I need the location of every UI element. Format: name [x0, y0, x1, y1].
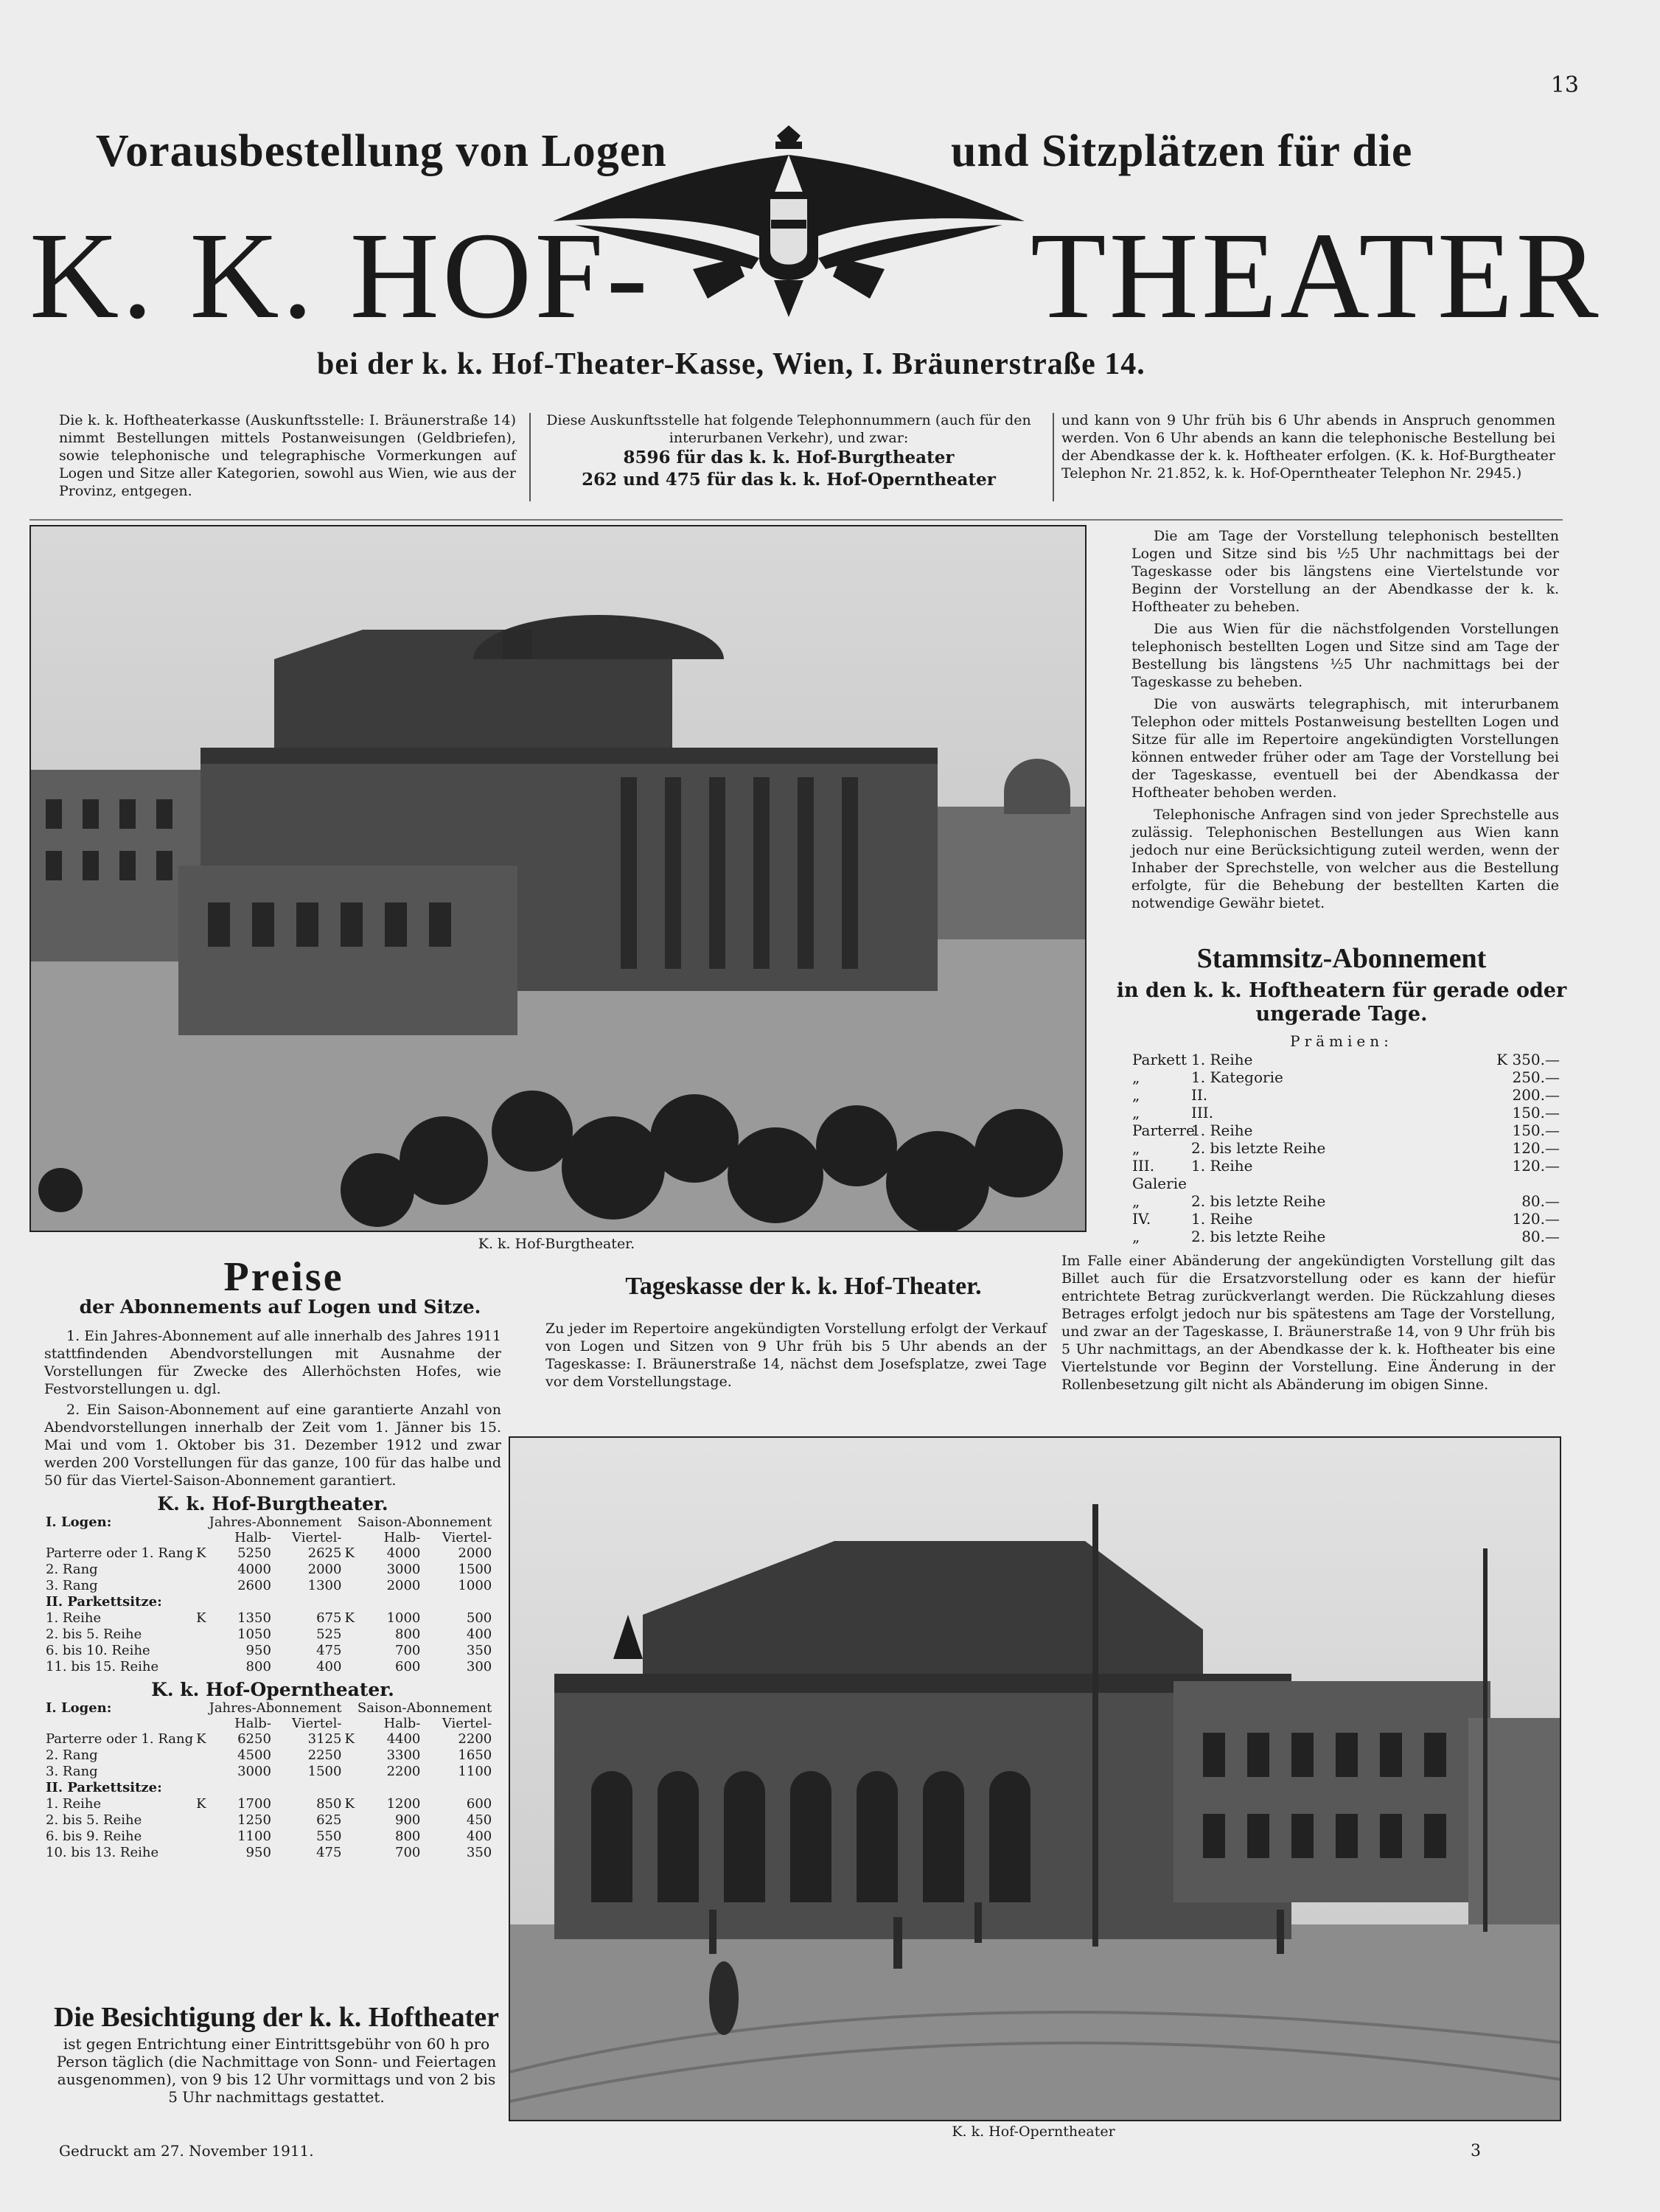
- praemien-price: 150.—: [1512, 1121, 1560, 1139]
- jahres-halb: 5250: [237, 1545, 271, 1561]
- saison-halb: 2000: [386, 1578, 421, 1593]
- praemien-label: Prämien:: [1290, 1032, 1393, 1050]
- right-para-1: Die am Tage der Vorstellung telephonisch bestellten Logen und Sitze sind bis ½5 Uhr nachmittags bei der Tageskasse oder bis längstens eine Viertelstunde vor Beginn der Vorstellung an der Abendkasse der k. k. Hoftheater zu beheben.: [1131, 528, 1559, 615]
- saison-halb: 700: [395, 1643, 421, 1658]
- currency: [343, 1643, 355, 1659]
- saison-halb: 1200: [386, 1796, 421, 1812]
- jahres-viertel: 550: [316, 1829, 342, 1844]
- saison-viertel: 500: [466, 1610, 492, 1626]
- saison-viertel: 350: [466, 1845, 492, 1860]
- table-row: [44, 1845, 493, 1861]
- praemien-price: 250.—: [1512, 1068, 1560, 1086]
- praemien-group: „: [1132, 1086, 1140, 1104]
- praemien-group: „: [1132, 1104, 1140, 1121]
- saison-viertel: 350: [466, 1643, 492, 1658]
- saison-halb: 4000: [386, 1545, 421, 1561]
- saison-halb: 4400: [386, 1731, 421, 1747]
- praemien-row: [1132, 1210, 1560, 1228]
- row-label: 6. bis 10. Reihe: [46, 1643, 150, 1658]
- header-big-right: THEATER: [1030, 207, 1602, 344]
- saison-viertel: 1100: [458, 1764, 492, 1779]
- table-row: [44, 1643, 493, 1659]
- logen-label: I. Logen:: [46, 1514, 112, 1530]
- abaenderung-note: Im Falle einer Abänderung der angekündigten Vorstellung gilt das Billet auch für die Ersatzvorstellung oder es kann der hiefür entrichtete Betrag zurückverlangt werden. Die Rückzahlung dieses Betrages erfolgt jedoch nur bis spätestens am Tage der Vorstellung, und zwar an der Tageskasse, I. Bräunerstraße 14, von 9 Uhr früh bis 5 Uhr nachmittags, an der Abendkasse der k. k. Hoftheater bis eine Viertelstunde vor Beginn der Vorstellung. Eine Änderung in der Rollenbesetzung gilt nicht als Abänderung im obigen Sinne.: [1061, 1253, 1555, 1393]
- praemien-name: 2. bis letzte Reihe: [1191, 1139, 1326, 1157]
- saison-viertel: 400: [466, 1627, 492, 1642]
- preise-title: Preise: [223, 1254, 344, 1300]
- col-saison: Saison-Abonnement: [357, 1700, 492, 1716]
- right-para-2: Die aus Wien für die nächstfolgenden Vorstellungen telephonisch bestellten Logen und Sitze sind am Tage der Bestellung bis längstens ½5 Uhr nachmittags bei der Tageskasse zu beheben.: [1131, 621, 1559, 690]
- operntheater-photo: [509, 1436, 1561, 2121]
- currency: [195, 1643, 207, 1659]
- jahres-halb: 1700: [237, 1796, 271, 1812]
- table-row: [44, 1764, 493, 1780]
- table-row: [44, 1610, 493, 1627]
- currency: K: [196, 1610, 206, 1626]
- row-label: 3. Rang: [46, 1578, 98, 1593]
- column-divider: [529, 413, 531, 501]
- saison-halb: 700: [395, 1845, 421, 1860]
- col-jahres: Jahres-Abonnement: [209, 1514, 342, 1530]
- currency: K: [344, 1796, 355, 1812]
- header-address: bei der k. k. Hof-Theater-Kasse, Wien, I. Bräunerstraße 14.: [317, 347, 1145, 381]
- row-label: 1. Reihe: [46, 1610, 102, 1626]
- row-label: 3. Rang: [46, 1764, 98, 1779]
- praemien-group: Parkett: [1132, 1051, 1188, 1068]
- right-para-3: Die von auswärts telegraphisch, mit interurbanem Telephon oder mittels Postanweisung bestellten Logen und Sitze für alle im Repertoire angekündigten Vorstellungen können entweder früher oder am Tage der Vorstellung bei der Tageskasse, eventuell bei der Abendkassa der Hoftheater behoben werden.: [1131, 696, 1559, 801]
- praemien-price: K 350.—: [1496, 1051, 1560, 1068]
- printed-date: Gedruckt am 27. November 1911.: [59, 2142, 314, 2160]
- jahres-viertel: 1500: [307, 1764, 342, 1779]
- saison-halb: 3000: [386, 1562, 421, 1577]
- row-label: 2. bis 5. Reihe: [46, 1627, 142, 1642]
- praemien-list: [1132, 1051, 1560, 1245]
- intro-col1: Die k. k. Hoftheaterkasse (Auskunftsstelle: I. Bräunerstraße 14) nimmt Bestellungen mittels Postanweisungen (Geldbriefen), sowie telephonische und telegraphische Vormerkungen auf Logen und Sitze aller Kategorien, sowohl aus Wien, wie aus der Provinz, entgegen.: [59, 412, 516, 499]
- jahres-halb: 4000: [237, 1562, 271, 1577]
- praemien-group: „: [1132, 1068, 1140, 1086]
- jahres-halb: 1050: [237, 1627, 271, 1642]
- section-row: [44, 1594, 493, 1610]
- saison-viertel: 450: [466, 1812, 492, 1828]
- preise-subtitle: der Abonnements auf Logen und Sitze.: [79, 1296, 481, 1318]
- column-divider: [1053, 413, 1054, 501]
- praemien-row: [1132, 1051, 1560, 1068]
- currency: K: [196, 1545, 206, 1561]
- praemien-price: 120.—: [1512, 1210, 1560, 1228]
- praemien-price: 120.—: [1512, 1157, 1560, 1175]
- jahres-viertel: 675: [316, 1610, 342, 1626]
- page-number: 13: [1550, 72, 1579, 98]
- col-halb: Halb-: [383, 1716, 421, 1731]
- row-label: 6. bis 9. Reihe: [46, 1829, 142, 1844]
- parkett-label: II. Parkettsitze:: [46, 1780, 162, 1795]
- praemien-row: [1132, 1086, 1560, 1104]
- tageskasse-text: Zu jeder im Repertoire angekündigten Vorstellung erfolgt der Verkauf von Logen und Sitzen von 9 Uhr früh bis 5 Uhr abends an der Tageskasse: I. Bräunerstraße 14, nächst dem Josefsplatze, zwei Tage vor dem Vorstellungstage.: [545, 1321, 1047, 1390]
- praemien-group: III. Galerie: [1132, 1157, 1187, 1192]
- praemien-row: [1132, 1157, 1560, 1192]
- horizontal-rule: [29, 519, 1563, 521]
- operntheater-prices-title: K. k. Hof-Operntheater.: [151, 1679, 394, 1700]
- currency: [343, 1578, 355, 1594]
- praemien-price: 150.—: [1512, 1104, 1560, 1121]
- praemien-group: „: [1132, 1192, 1140, 1210]
- preise-column: [44, 1327, 501, 1861]
- jahres-viertel: 475: [316, 1643, 342, 1658]
- jahres-viertel: 2625: [307, 1545, 342, 1561]
- currency: [343, 1627, 355, 1643]
- currency: [343, 1845, 355, 1861]
- praemien-row: [1132, 1121, 1560, 1139]
- table-row: [44, 1627, 493, 1643]
- row-label: 10. bis 13. Reihe: [46, 1845, 159, 1860]
- praemien-group: IV.: [1132, 1210, 1151, 1228]
- jahres-halb: 3000: [237, 1764, 271, 1779]
- table-header-row: [44, 1716, 493, 1731]
- jahres-viertel: 400: [316, 1659, 342, 1674]
- parkett-label: II. Parkettsitze:: [46, 1594, 162, 1610]
- col-viertel: Viertel-: [442, 1716, 492, 1731]
- jahres-viertel: 2000: [307, 1562, 342, 1577]
- praemien-row: [1132, 1228, 1560, 1245]
- col-halb: Halb-: [383, 1530, 421, 1545]
- praemien-group: „: [1132, 1228, 1140, 1245]
- praemien-group: Parterre: [1132, 1121, 1195, 1139]
- row-label: 2. Rang: [46, 1747, 98, 1763]
- table-row: [44, 1659, 493, 1675]
- praemien-name: 1. Reihe: [1191, 1051, 1253, 1068]
- col-jahres: Jahres-Abonnement: [209, 1700, 342, 1716]
- praemien-group: „: [1132, 1139, 1140, 1157]
- table-row: [44, 1812, 493, 1829]
- table-header-row: [44, 1530, 493, 1545]
- saison-viertel: 300: [466, 1659, 492, 1674]
- table-row: [44, 1731, 493, 1747]
- currency: K: [196, 1796, 206, 1812]
- saison-viertel: 2200: [458, 1731, 492, 1747]
- saison-halb: 1000: [386, 1610, 421, 1626]
- burgtheater-prices-title: K. k. Hof-Burgtheater.: [157, 1493, 388, 1514]
- table-row: [44, 1578, 493, 1594]
- praemien-price: 200.—: [1512, 1086, 1560, 1104]
- burgtheater-photo: [29, 525, 1087, 1232]
- row-label: Parterre oder 1. Rang: [46, 1545, 194, 1561]
- jahres-halb: 950: [245, 1643, 271, 1658]
- besichtigung-text: ist gegen Entrichtung einer Eintrittsgebühr von 60 h pro Person täglich (die Nachmittage von Sonn- und Feiertagen ausgenommen), von 9 bis 12 Uhr vormittags und von 2 bis 5 Uhr nachmittags gestattet.: [56, 2035, 497, 2106]
- praemien-name: 1. Reihe: [1191, 1210, 1253, 1228]
- table-header-row: [44, 1514, 493, 1530]
- header-line-left: Vorausbestellung von Logen: [96, 126, 667, 176]
- praemien-price: 80.—: [1521, 1228, 1560, 1245]
- operntheater-caption: K. k. Hof-Operntheater: [952, 2124, 1115, 2140]
- stammsitz-subtitle: in den k. k. Hoftheatern für gerade oder ungerade Tage.: [1116, 979, 1567, 1026]
- row-label: 2. Rang: [46, 1562, 98, 1577]
- header-line-right: und Sitzplätzen für die: [951, 126, 1413, 176]
- currency: [195, 1578, 207, 1594]
- currency: [195, 1812, 207, 1829]
- praemien-name: III.: [1191, 1104, 1214, 1121]
- jahres-halb: 1350: [237, 1610, 271, 1626]
- tageskasse-title: Tageskasse der k. k. Hof-Theater.: [625, 1273, 982, 1300]
- praemien-name: 2. bis letzte Reihe: [1191, 1192, 1326, 1210]
- right-para-4: Telephonische Anfragen sind von jeder Sprechstelle aus zulässig. Telephonischen Bestellungen aus Wien kann jedoch nur eine Berücksichtigung zuteil werden, wenn der Inhaber der Sprechstelle, von welcher aus die Bestellung erfolgte, für die Behebung der bestellten Karten die notwendige Gewähr bietet.: [1131, 807, 1559, 911]
- jahres-halb: 950: [245, 1845, 271, 1860]
- col-halb: Halb-: [234, 1716, 271, 1731]
- currency: [343, 1812, 355, 1829]
- operntheater-price-table: [44, 1700, 493, 1861]
- table-header-row: [44, 1700, 493, 1716]
- telephone-operntheater: 262 und 475 für das k. k. Hof-Operntheater: [582, 470, 996, 490]
- currency: K: [344, 1545, 355, 1561]
- right-column-text: [1131, 527, 1559, 912]
- intro-col2-text: Diese Auskunftsstelle hat folgende Telephonnummern (auch für den interurbanen Verkehr), und zwar:: [546, 412, 1031, 446]
- burgtheater-caption: K. k. Hof-Burgtheater.: [478, 1236, 635, 1252]
- praemien-row: [1132, 1068, 1560, 1086]
- header-big-left: K. K. HOF-: [29, 207, 651, 344]
- saison-halb: 3300: [386, 1747, 421, 1763]
- table-row: [44, 1796, 493, 1812]
- jahres-halb: 1250: [237, 1812, 271, 1828]
- currency: [195, 1659, 207, 1675]
- jahres-viertel: 625: [316, 1812, 342, 1828]
- saison-halb: 900: [395, 1812, 421, 1828]
- col-saison: Saison-Abonnement: [357, 1514, 492, 1530]
- saison-viertel: 1000: [458, 1578, 492, 1593]
- currency: [195, 1747, 207, 1764]
- currency: [195, 1829, 207, 1845]
- currency: [343, 1764, 355, 1780]
- jahres-viertel: 850: [316, 1796, 342, 1812]
- table-row: [44, 1562, 493, 1578]
- praemien-name: 1. Reihe: [1191, 1121, 1253, 1139]
- stammsitz-title: Stammsitz-Abonnement: [1196, 943, 1487, 974]
- praemien-row: [1132, 1139, 1560, 1157]
- besichtigung-title: Die Besichtigung der k. k. Hoftheater: [53, 2002, 500, 2033]
- saison-halb: 2200: [386, 1764, 421, 1779]
- jahres-halb: 800: [245, 1659, 271, 1674]
- praemien-name: 2. bis letzte Reihe: [1191, 1228, 1326, 1245]
- logen-label: I. Logen:: [46, 1700, 112, 1716]
- praemien-name: 1. Reihe: [1191, 1157, 1253, 1175]
- praemien-name: II.: [1191, 1086, 1208, 1104]
- jahres-viertel: 1300: [307, 1578, 342, 1593]
- currency: K: [344, 1731, 355, 1747]
- col-viertel: Viertel-: [292, 1530, 342, 1545]
- jahres-viertel: 3125: [307, 1731, 342, 1747]
- burgtheater-price-table: [44, 1514, 493, 1675]
- jahres-viertel: 2250: [307, 1747, 342, 1763]
- currency: [195, 1845, 207, 1861]
- row-label: Parterre oder 1. Rang: [46, 1731, 194, 1747]
- currency: [343, 1747, 355, 1764]
- col-viertel: Viertel-: [292, 1716, 342, 1731]
- praemien-name: 1. Kategorie: [1191, 1068, 1283, 1086]
- saison-viertel: 600: [466, 1796, 492, 1812]
- saison-halb: 800: [395, 1627, 421, 1642]
- saison-viertel: 400: [466, 1829, 492, 1844]
- praemien-price: 80.—: [1521, 1192, 1560, 1210]
- praemien-price: 120.—: [1512, 1139, 1560, 1157]
- row-label: 11. bis 15. Reihe: [46, 1659, 159, 1674]
- table-row: [44, 1829, 493, 1845]
- currency: [343, 1562, 355, 1578]
- currency: K: [196, 1731, 206, 1747]
- row-label: 2. bis 5. Reihe: [46, 1812, 142, 1828]
- jahres-halb: 4500: [237, 1747, 271, 1763]
- saison-viertel: 1500: [458, 1562, 492, 1577]
- table-row: [44, 1747, 493, 1764]
- jahres-halb: 2600: [237, 1578, 271, 1593]
- currency: [343, 1659, 355, 1675]
- section-row: [44, 1780, 493, 1796]
- jahres-viertel: 475: [316, 1845, 342, 1860]
- jahres-halb: 6250: [237, 1731, 271, 1747]
- jahres-viertel: 525: [316, 1627, 342, 1642]
- preise-para-2: 2. Ein Saison-Abonnement auf eine garantierte Anzahl von Abendvorstellungen innerhalb der Zeit vom 1. Jänner bis 15. Mai und vom 1. Oktober bis 31. Dezember 1912 und zwar werden 200 Vorstellungen für das ganze, 100 für das halbe und 50 für das Viertel-Saison-Abonnement garantiert.: [44, 1402, 501, 1489]
- saison-halb: 600: [395, 1659, 421, 1674]
- intro-col3: und kann von 9 Uhr früh bis 6 Uhr abends in Anspruch genommen werden. Von 6 Uhr abends an kann die telephonische Bestellung bei der Abendkasse der k. k. Hoftheater erfolgen. (K. k. Hof-Burgtheater Telephon Nr. 21.852, k. k. Hof-Operntheater Telephon Nr. 2945.): [1061, 412, 1555, 481]
- currency: [343, 1829, 355, 1845]
- table-row: [44, 1545, 493, 1562]
- currency: [195, 1627, 207, 1643]
- currency: K: [344, 1610, 355, 1626]
- currency: [195, 1562, 207, 1578]
- telephone-burgtheater: 8596 für das k. k. Hof-Burgtheater: [623, 448, 955, 467]
- saison-viertel: 2000: [458, 1545, 492, 1561]
- col-viertel: Viertel-: [442, 1530, 492, 1545]
- saison-viertel: 1650: [458, 1747, 492, 1763]
- col-halb: Halb-: [234, 1530, 271, 1545]
- preise-para-1: 1. Ein Jahres-Abonnement auf alle innerhalb des Jahres 1911 stattfindenden Abendvorstellungen mit Ausnahme der Vorstellungen für Zwecke des Allerhöchsten Hofes, wie Festvorstellungen u. dgl.: [44, 1328, 501, 1397]
- footer-page-number: 3: [1471, 2142, 1481, 2160]
- intro-col2: [538, 411, 1039, 491]
- jahres-halb: 1100: [237, 1829, 271, 1844]
- currency: [195, 1764, 207, 1780]
- praemien-row: [1132, 1192, 1560, 1210]
- row-label: 1. Reihe: [46, 1796, 102, 1812]
- praemien-row: [1132, 1104, 1560, 1121]
- saison-halb: 800: [395, 1829, 421, 1844]
